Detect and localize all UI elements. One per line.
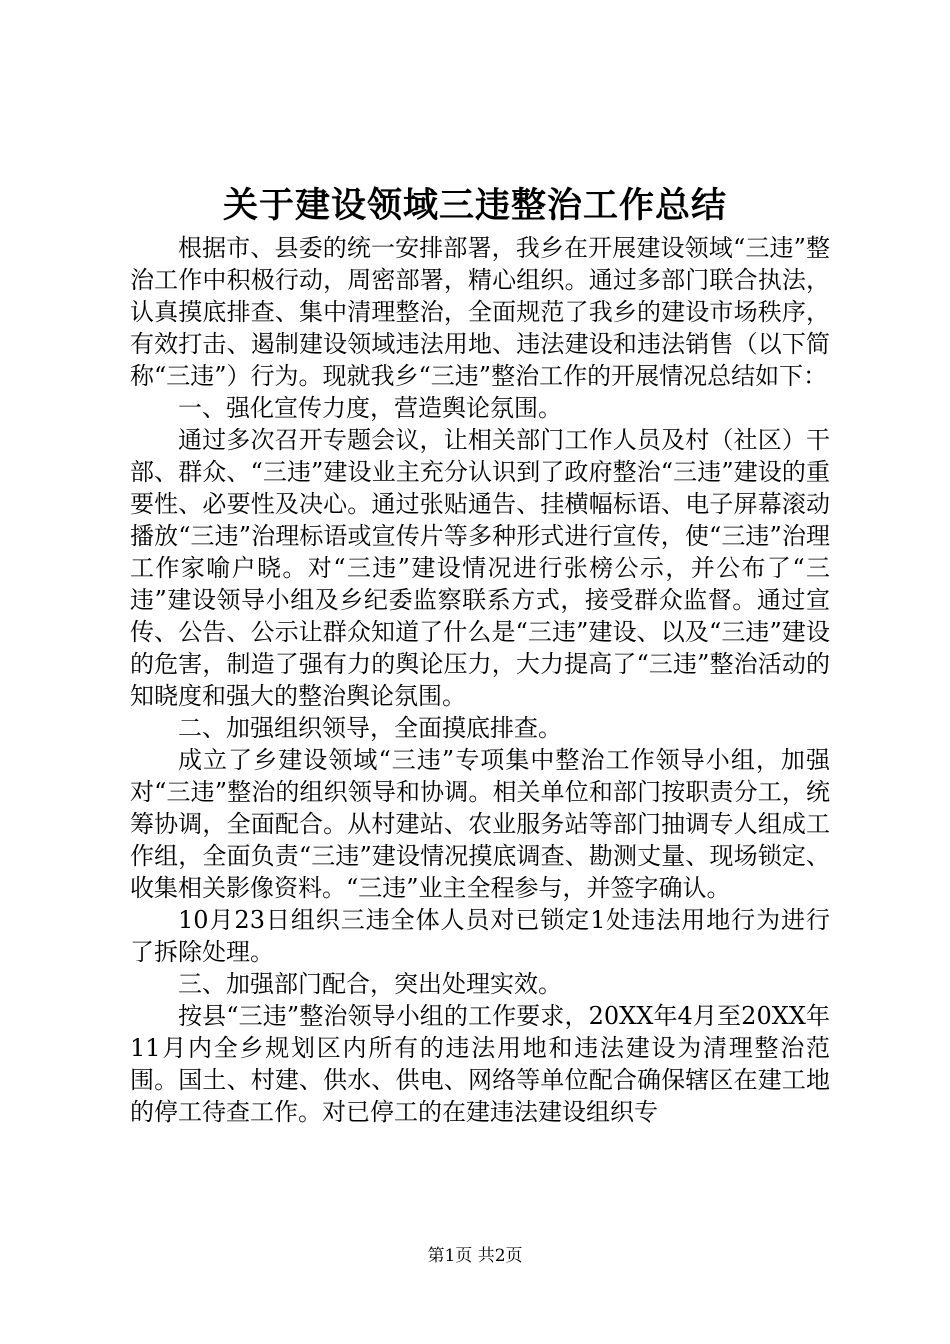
section-heading-2: 二、加强组织领导，全面摸底排查。 <box>178 714 562 742</box>
paragraph-section-1: 通过多次召开专题会议，让相关部门工作人员及村（社区）干部、群众、“三违”建设业主充分认识到了政府整治“三违”建设的重要性、必要性及决心。通过张贴通告、挂横幅标语、电子屏幕滚动播放“三违”治理标语或宣传片等多种形式进行宣传，使“三违”治理工作家喻户晓。对“三违”建设情况进行张榜公示，并公布了“三违”建设领导小组及乡纪委监察联系方式，接受群众监督。通过宣传、公告、公示让群众知道了什么是“三违”建设、以及“三违”建设的危害，制造了强有力的舆论压力，大力提高了“三违”整治活动的知晓度和强大的整治舆论氛围。 <box>130 426 830 710</box>
paragraph-section-3: 按县“三违”整治领导小组的工作要求，20XX年4月至20XX年11月内全乡规划区内所有的违法用地和违法建设为清理整治范围。国土、村建、供水、供电、网络等单位配合确保辖区在建工地的停工待查工作。对已停工的在建违法建设组织专 <box>130 1002 830 1126</box>
section-heading-1: 一、强化宣传力度，营造舆论氛围。 <box>178 394 562 422</box>
paragraph-section-2: 成立了乡建设领域“三违”专项集中整治工作领导小组，加强对“三违”整治的组织领导和协调。相关单位和部门按职责分工，统筹协调，全面配合。从村建站、农业服务站等部门抽调专人组成工作组，全面负责“三违”建设情况摸底调查、勘测丈量、现场锁定、收集相关影像资料。“三违”业主全程参与，并签字确认。 <box>130 746 830 902</box>
document-body <box>130 232 830 1128</box>
section-heading-3: 三、加强部门配合，突出处理实效。 <box>178 970 562 998</box>
page-footer: 第1页 共2页 <box>427 1246 523 1266</box>
paragraph-section-2-note: 10月23日组织三违全体人员对已锁定1处违法用地行为进行了拆除处理。 <box>130 906 830 966</box>
paragraph-intro: 根据市、县委的统一安排部署，我乡在开展建设领域“三违”整治工作中积极行动，周密部署，精心组织。通过多部门联合执法，认真摸底排查、集中清理整治，全面规范了我乡的建设市场秩序，有效打击、遏制建设领域违法用地、违法建设和违法销售（以下简称“三违”）行为。现就我乡“三违”整治工作的开展情况总结如下： <box>130 234 830 390</box>
document-title: 关于建设领域三违整治工作总结 <box>222 185 727 226</box>
